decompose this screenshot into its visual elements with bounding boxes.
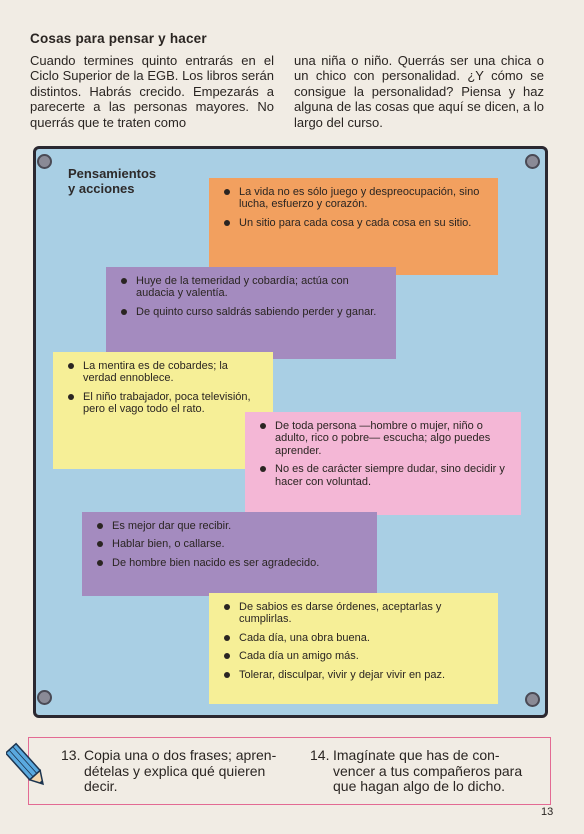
thought-item: La mentira es de cobardes; la verdad ennoblece. [67, 360, 263, 385]
thought-card-yellow [53, 352, 273, 469]
thought-card-orange [209, 178, 498, 275]
thought-item: El niño trabajador, poca televisión, pero el vago todo el rato. [67, 391, 263, 416]
intro-paragraph-left: Cuando termines quinto entrarás en el Ciclo Superior de la EGB. Los libros serán distintos. Habrás crecido. Empezarás a parecerte a las personas mayores. No querrás que te traten como [30, 53, 274, 130]
thought-item: No es de carácter siempre dudar, sino decidir y hacer con voluntad. [259, 463, 511, 488]
thought-item: De sabios es darse órdenes, aceptarlas y cumplirlas. [223, 601, 488, 626]
thought-item: Cada día, una obra buena. [223, 632, 488, 644]
pushpin-icon [37, 154, 52, 169]
pushpin-icon [37, 690, 52, 705]
thought-card-yellow [209, 593, 498, 704]
thought-item: La vida no es sólo juego y despreocupación, sino lucha, esfuerzo y corazón. [223, 186, 488, 211]
page-title: Cosas para pensar y hacer [30, 31, 207, 46]
pushpin-icon [525, 692, 540, 707]
thought-item: Cada día un amigo más. [223, 650, 488, 662]
thought-item: De hombre bien nacido es ser agradecido. [96, 557, 367, 569]
pushpin-icon [525, 154, 540, 169]
thought-item: De quinto curso saldrás sabiendo perder y ganar. [120, 306, 386, 318]
thought-item: De toda persona —hombre o mujer, niño o adulto, rico o pobre— escucha; algo puedes aprender. [259, 420, 511, 457]
board-heading: Pensamientos y acciones [68, 166, 157, 196]
thought-item: Un sitio para cada cosa y cada cosa en su sitio. [223, 217, 488, 229]
thought-item: Es mejor dar que recibir. [96, 520, 367, 532]
thought-item: Tolerar, disculpar, vivir y dejar vivir en paz. [223, 669, 488, 681]
thought-item: Hablar bien, o callarse. [96, 538, 367, 550]
thought-card-purple [82, 512, 377, 596]
page-number: 13 [541, 806, 554, 818]
pencil-icon [6, 741, 52, 793]
exercise-13: 13. Copia una o dos frases; apren- dételas y explica qué quieren decir. [61, 747, 277, 795]
thought-card-pink [245, 412, 521, 515]
intro-paragraph-right: una niña o niño. Querrás ser una chica o un chico con personalidad. ¿Y cómo se consigue la personalidad? Piensa y haz alguna de las cosas que aquí se dicen, a lo largo del curso. [294, 53, 544, 130]
thought-card-purple [106, 267, 396, 359]
exercise-14: 14. Imagínate que has de con- vencer a tus compañeros para que hagan algo de lo dicho. [310, 747, 523, 795]
thought-item: Huye de la temeridad y cobardía; actúa con audacia y valentía. [120, 275, 386, 300]
